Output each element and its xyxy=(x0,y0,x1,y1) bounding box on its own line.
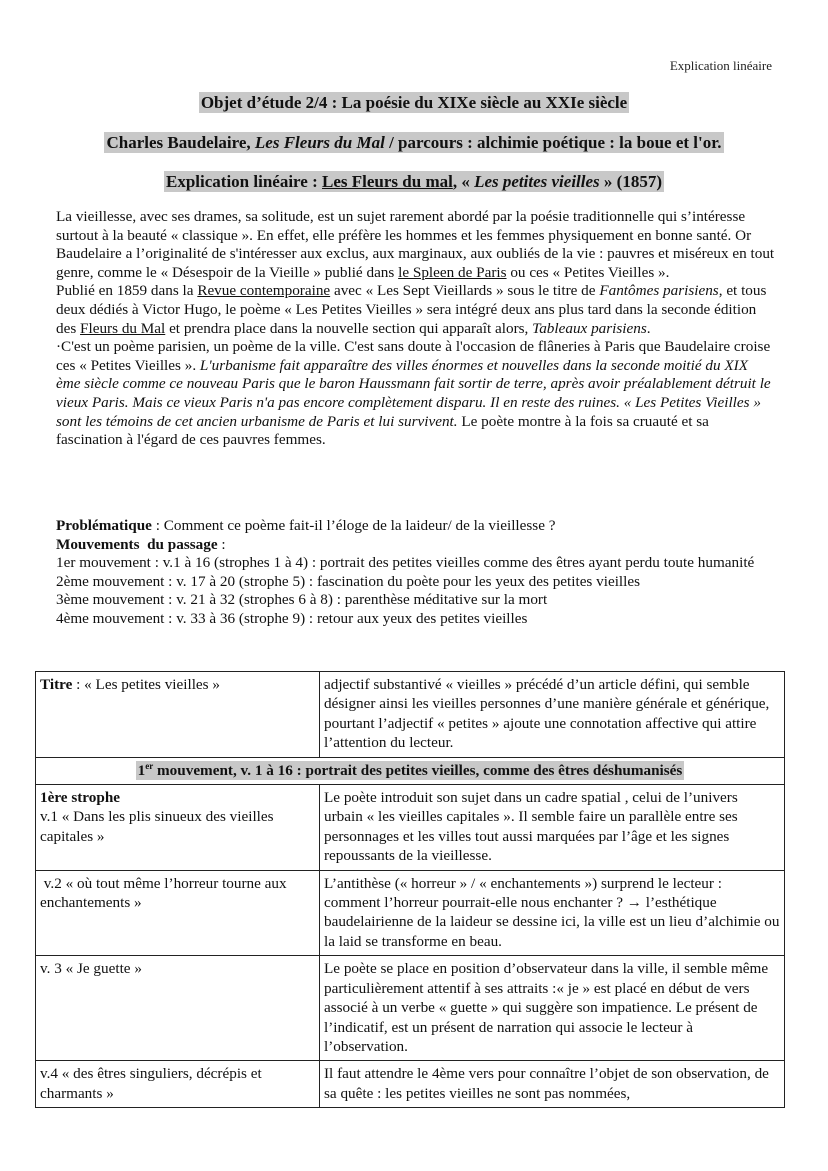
table-row-title xyxy=(36,672,785,758)
section-header-highlight xyxy=(136,761,685,780)
problematique-section xyxy=(56,517,776,629)
verse-quote: v.2 « où tout même l’horreur tourne aux enchantements » xyxy=(40,874,291,912)
verse-quote: v. 3 « Je guette » xyxy=(40,960,142,978)
explication-colon: : xyxy=(312,172,323,191)
analysis-table xyxy=(35,671,785,1108)
fleurs-du-mal-reference: Fleurs du Mal xyxy=(80,319,166,337)
mouvement-item: 2ème mouvement : v. 17 à 20 (strophe 5) : fascination du poète pour les yeux des petites vieilles xyxy=(56,572,641,590)
intro-paragraph-3 xyxy=(56,338,776,450)
intro-p1-text: La vieillesse, avec ses drames, sa solitude, est un sujet rarement abordé par la poésie traditionnelle qui s’intéresse surtout à la beauté « classique ». En effet, elle préfère les hommes et les femmes physiquement en bonne santé. Or Baudelaire a l’originalité de s'intéresser aux exclus, aux marginaux, aux oubliés de la vie : pauvres et miséreux en tout genre, comme le « Désespoir de la Vieille » publié dans xyxy=(56,208,775,281)
collection-title: Les Fleurs du mal xyxy=(322,172,453,191)
table-row xyxy=(36,956,785,1061)
verse-cell xyxy=(36,785,320,871)
title-analysis-cell: adjectif substantivé « vieilles » précédé d’un article défini, qui semble désigner ainsi les vieilles personnes d’une manière générale et générique, pourtant l’adjectif « petites » ajoute une connotation affective qui attire l’attention du lecteur. xyxy=(320,672,785,758)
intro-p2-text-d: et prendra place dans la nouvelle section qui apparaît alors, xyxy=(165,319,533,337)
explication-prefix: Explication linéaire xyxy=(166,172,313,191)
document-header-label: Explication linéaire xyxy=(669,58,772,73)
intro-p1-end: ou ces « Petites Vieilles ». xyxy=(506,263,670,281)
analysis-cell: Le poète se place en position d’observateur dans la ville, il semble même particulièrement attentif à ses attraits :« je » est placé en début de vers associé à un verbe « guette » qui suggère son impatience. Le présent de l’indicatif, est un présent de narration qui associe le lecteur à l’observation. xyxy=(320,956,785,1061)
verse-cell xyxy=(36,870,320,956)
mouvement-item: 4ème mouvement : v. 33 à 36 (strophe 9) : retour aux yeux des petites vieilles xyxy=(56,609,528,627)
mouvements-heading xyxy=(56,536,776,555)
table-row xyxy=(36,785,785,871)
tableaux-parisiens-title: Tableaux parisiens xyxy=(532,319,647,337)
heading-objet-etude xyxy=(0,93,828,113)
mouvement-item: 1er mouvement : v.1 à 16 (strophes 1 à 4) : portrait des petites vieilles comme des êtres ayant perdu toute humanité xyxy=(56,554,755,572)
problematique-label: Problématique xyxy=(56,517,152,534)
author-name: Charles Baudelaire, xyxy=(106,133,255,152)
mouvement-item: 3ème mouvement : v. 21 à 32 (strophes 6 à 8) : parenthèse méditative sur la mort xyxy=(56,591,548,609)
problematique-line xyxy=(56,517,776,536)
heading-objet-etude-text: Objet d’étude 2/4 : La poésie du XIXe siècle au XXIe siècle xyxy=(200,93,628,112)
heading-author-line xyxy=(0,133,828,153)
section-header-cell xyxy=(36,757,785,784)
analysis-cell: Il faut attendre le 4ème vers pour connaître l’objet de son observation, de sa quête : les petites vieilles ne sont pas nommées, xyxy=(320,1061,785,1108)
verse-cell xyxy=(36,956,320,1061)
heading-author-line-highlight xyxy=(104,132,723,153)
poem-year: » (1857) xyxy=(599,172,662,191)
title-label: Titre xyxy=(40,676,73,693)
section-number: 1 xyxy=(137,761,146,779)
verse-quote: v.1 « Dans les plis sinueux des vieilles capitales » xyxy=(40,808,274,845)
table-row xyxy=(36,1061,785,1108)
spleen-de-paris-reference: le Spleen de Paris xyxy=(398,263,507,281)
fantomes-parisiens-title: Fantômes parisiens xyxy=(599,282,719,300)
title-quote: : « Les petites vieilles » xyxy=(72,676,220,693)
strophe-label: 1ère strophe xyxy=(40,789,121,807)
analysis-cell: L’antithèse (« horreur » / « enchantements ») surprend le lecteur : comment l’horreur pourrait-elle nous enchanter ? → l’esthétique baudelairienne de la laideur se dessine ici, la ville est un lieu d’alchimie ou la laid se transforme en beau. xyxy=(320,870,785,956)
table-row xyxy=(36,870,785,956)
poem-title: Les petites vieilles xyxy=(474,172,600,191)
mouvements-label: Mouvements du passage xyxy=(56,535,218,553)
intro-p2-end: . xyxy=(646,319,651,337)
problematique-question: : Comment ce poème fait-il l’éloge de la laideur/ de la vieillesse ? xyxy=(151,517,556,534)
introduction xyxy=(56,208,776,450)
section-title: mouvement, v. 1 à 16 : portrait des petites vieilles, comme des êtres déshumanisés xyxy=(153,761,683,779)
mouvements-colon: : xyxy=(217,535,226,553)
heading-explication-highlight xyxy=(164,171,664,192)
revue-contemporaine-reference: Revue contemporaine xyxy=(197,282,331,300)
intro-p2-text: Publié en 1859 dans la xyxy=(56,282,198,300)
parcours-text: / parcours : alchimie poétique : la boue et l'or. xyxy=(384,133,722,152)
explication-separator: , « xyxy=(452,172,475,191)
work-title: Les Fleurs du Mal xyxy=(254,133,385,152)
heading-explication xyxy=(0,172,828,192)
intro-paragraph-2 xyxy=(56,282,776,338)
intro-p3-italic: L'urbanisme fait apparaître des villes énormes et nouvelles dans la seconde moitié du XIX ème siècle comme ce nouveau Paris que le baron Haussmann fait sortir de terre, après avoir préalablement détruit le vieux Paris. Mais ce vieux Paris n'a pas encore complètement disparu. Il en reste des ruines. « Les Petites Vieilles » sont les témoins de cet ancien urbanisme de Paris et lui survivent. xyxy=(56,356,771,430)
intro-p3-end: Le poète montre à la fois sa cruauté et sa fascination à l'égard de ces pauvres femmes. xyxy=(56,412,709,449)
intro-p2-text-c: , et tous deux dédiés à Victor Hugo, le poème « Les Petites Vieilles » sera intégré deux ans plus tard dans la seconde édition des xyxy=(56,282,767,337)
intro-paragraph-1 xyxy=(56,208,776,282)
section-number-superscript: er xyxy=(145,760,154,771)
intro-p3-text: ·C'est un poème parisien, un poème de la ville. C'est sans doute à l'occasion de flâneries à Paris que Baudelaire croise ces « Petites Vieilles ». xyxy=(56,338,771,374)
verse-quote: v.4 « des êtres singuliers, décrépis et charmants » xyxy=(40,1065,262,1102)
table-section-row xyxy=(36,757,785,784)
analysis-cell: Le poète introduit son sujet dans un cadre spatial , celui de l’univers urbain « les vieilles capitales ». Il semble faire un parallèle entre ses personnages et les villes tout aussi marquées par l’âge et les signes repoussants de la vieillesse. xyxy=(320,785,785,871)
verse-cell xyxy=(36,1061,320,1108)
intro-p2-text-b: avec « Les Sept Vieillards » sous le titre de xyxy=(330,282,600,300)
title-cell xyxy=(36,672,320,758)
